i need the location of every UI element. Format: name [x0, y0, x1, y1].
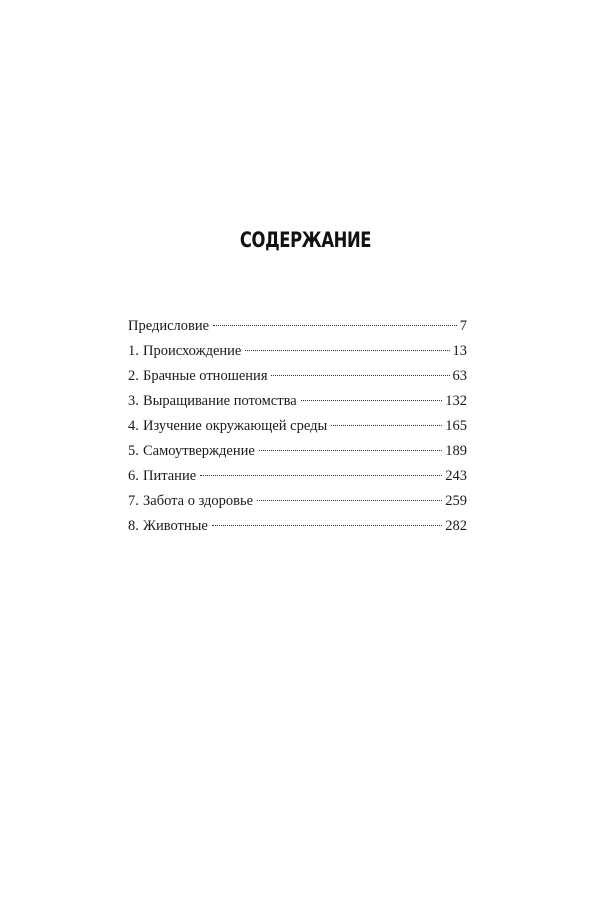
toc-entry-number: 6. — [128, 468, 139, 484]
toc-entry-chapter-7 — [128, 489, 467, 514]
toc-entry-number: 5. — [128, 443, 139, 459]
toc-entry-page: 7 — [459, 318, 467, 334]
toc-entry-number: 4. — [128, 418, 139, 434]
dot-leader — [271, 375, 449, 376]
toc-entry-number: 8. — [128, 518, 139, 534]
toc-entry-number: 7. — [128, 493, 139, 509]
dot-leader — [331, 425, 442, 426]
toc-entry-page: 165 — [445, 418, 467, 434]
toc-entry-page: 243 — [445, 468, 467, 484]
toc-entry-label: Изучение окружающей среды — [143, 418, 328, 434]
toc-entry-preface — [128, 314, 467, 339]
toc-entry-page: 189 — [445, 443, 467, 459]
toc-entry-label: Животные — [143, 518, 208, 534]
toc-entry-label: Забота о здоровье — [143, 493, 254, 509]
toc-entry-label: Питание — [143, 468, 197, 484]
toc-entry-chapter-8 — [128, 514, 467, 539]
toc-entry-label: Самоутверждение — [143, 443, 255, 459]
dot-leader — [200, 475, 442, 476]
toc-entry-label: Происхождение — [143, 343, 242, 359]
toc-entry-page: 13 — [452, 343, 467, 359]
toc-entry-number: 3. — [128, 393, 139, 409]
dot-leader — [259, 450, 442, 451]
toc-entry-chapter-2 — [128, 364, 467, 389]
dot-leader — [213, 325, 457, 326]
toc-entry-label: Брачные отношения — [143, 368, 268, 384]
toc-entry-chapter-3 — [128, 389, 467, 414]
toc-entry-page: 63 — [452, 368, 467, 384]
toc-entry-label: Предисловие — [128, 318, 210, 334]
dot-leader — [245, 350, 449, 351]
toc-entry-page: 259 — [445, 493, 467, 509]
toc-entry-chapter-6 — [128, 464, 467, 489]
toc-entry-label: Выращивание потомства — [143, 393, 297, 409]
dot-leader — [257, 500, 442, 501]
toc-entry-chapter-1 — [128, 339, 467, 364]
page-title: СОДЕРЖАНИЕ — [239, 228, 372, 253]
table-of-contents — [128, 314, 467, 539]
toc-entry-chapter-5 — [128, 439, 467, 464]
toc-entry-chapter-4 — [128, 414, 467, 439]
toc-entry-number: 2. — [128, 368, 139, 384]
toc-entry-number: 1. — [128, 343, 139, 359]
dot-leader — [301, 400, 443, 401]
dot-leader — [212, 525, 442, 526]
toc-entry-page: 282 — [445, 518, 467, 534]
toc-entry-page: 132 — [445, 393, 467, 409]
